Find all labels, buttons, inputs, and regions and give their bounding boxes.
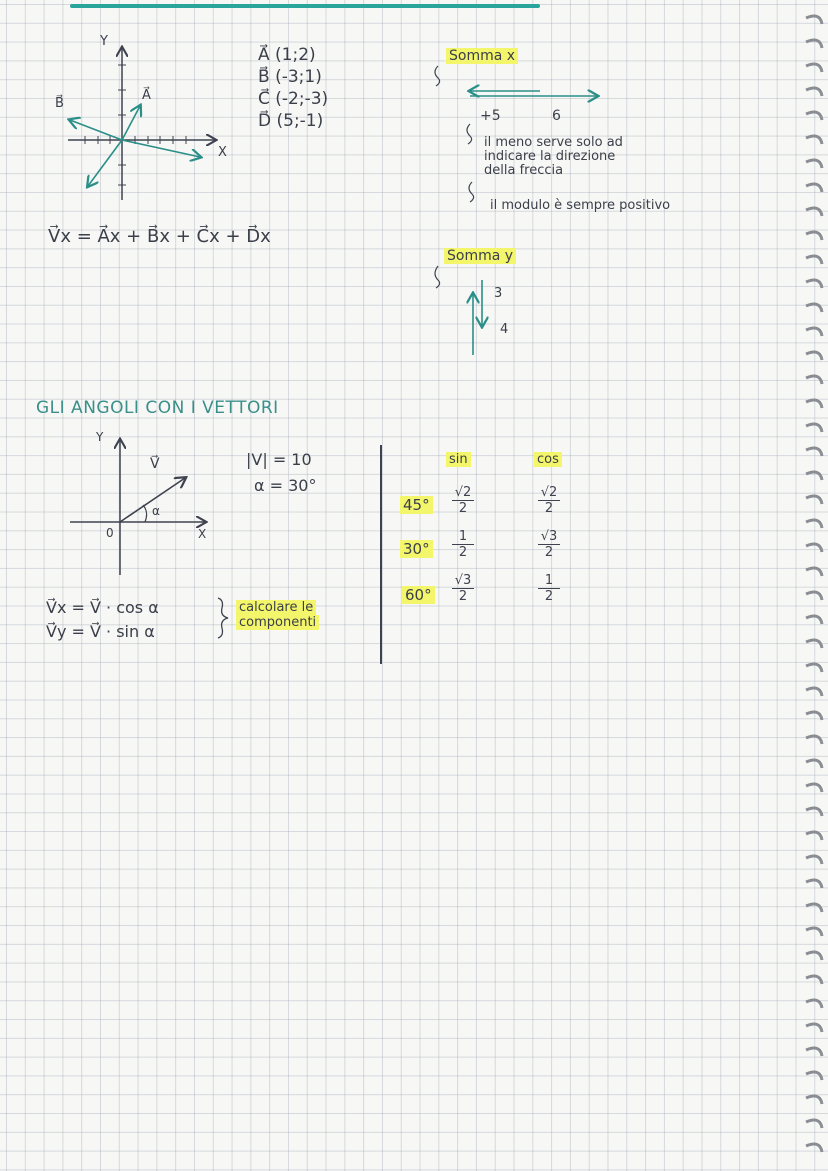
somma-x-val-a: +5 xyxy=(480,108,501,124)
table-header-sin: sin xyxy=(446,452,471,467)
sin-45-den: 2 xyxy=(458,501,468,516)
sin-45-num: √2 xyxy=(454,485,472,500)
graph2-y-label: Y xyxy=(96,430,104,444)
graph1-b-label: B⃗ xyxy=(55,96,64,111)
sin-30 xyxy=(452,530,474,559)
cos-60 xyxy=(538,574,560,603)
section-title: GLI ANGOLI CON I VETTORI xyxy=(36,398,279,418)
vector-list xyxy=(258,44,328,132)
somma-x-val-b: 6 xyxy=(552,108,561,124)
table-header-cos: cos xyxy=(534,452,562,467)
sin-30-num: 1 xyxy=(458,529,468,544)
brace xyxy=(218,598,228,638)
vector-d xyxy=(122,140,200,157)
sin-60-den: 2 xyxy=(458,589,468,604)
graph2-angle-label: α xyxy=(152,504,160,518)
given-modulus: |V| = 10 xyxy=(246,450,312,469)
graph1-a-label: A⃗ xyxy=(142,88,151,103)
components-note-2: componenti xyxy=(236,615,319,630)
graph1-x-label: X xyxy=(218,145,227,160)
sin-30-den: 2 xyxy=(458,545,468,560)
angle-60: 60° xyxy=(402,586,435,604)
somma-y-title: Somma y xyxy=(444,248,516,264)
cos-45-den: 2 xyxy=(544,501,554,516)
note-line-2: indicare la direzione xyxy=(484,149,616,164)
given-angle: α = 30° xyxy=(254,476,317,495)
angle-arc xyxy=(143,505,147,522)
sin-45 xyxy=(452,486,474,515)
graph2-x-label: X xyxy=(198,527,207,541)
angle-45: 45° xyxy=(400,496,433,514)
vector-a-coords: A⃗ (1;2) xyxy=(258,45,316,65)
cos-45 xyxy=(538,486,560,515)
cos-60-den: 2 xyxy=(544,589,554,604)
cos-30-den: 2 xyxy=(544,545,554,560)
graph2-vector-label: V⃗ xyxy=(150,456,160,472)
sin-60 xyxy=(452,574,474,603)
vector-b xyxy=(70,120,122,140)
angle-30: 30° xyxy=(400,540,433,558)
vector-b-coords: B⃗ (-3;1) xyxy=(258,67,322,87)
somma-x-title: Somma x xyxy=(446,48,518,64)
cos-60-num: 1 xyxy=(544,573,554,588)
somma-x-note-4: il modulo è sempre positivo xyxy=(490,198,671,213)
cos-45-num: √2 xyxy=(540,485,558,500)
graph2-origin: 0 xyxy=(106,526,114,540)
note-line-1: il meno serve solo ad xyxy=(484,135,623,150)
vector-c xyxy=(88,140,122,186)
vector-d-coords: D⃗ (5;-1) xyxy=(258,111,324,131)
sin-60-num: √3 xyxy=(454,573,472,588)
vector-a xyxy=(122,106,140,140)
spiral-binding xyxy=(806,16,822,1152)
cos-30 xyxy=(538,530,560,559)
note-line-3: della freccia xyxy=(484,163,564,178)
sum-formula: V⃗x = A⃗x + B⃗x + C⃗x + D⃗x xyxy=(48,226,271,247)
components-note-1: calcolare le xyxy=(236,600,316,615)
component-vy: V⃗y = V⃗ · sin α xyxy=(46,622,155,641)
component-vx: V⃗x = V⃗ · cos α xyxy=(46,598,159,617)
somma-y-val-b: 4 xyxy=(500,322,509,337)
components-note xyxy=(236,600,319,630)
cos-30-num: √3 xyxy=(540,529,558,544)
graph1-y-label: Y xyxy=(100,34,108,49)
vector-c-coords: C⃗ (-2;-3) xyxy=(258,89,329,109)
somma-y-val-a: 3 xyxy=(494,286,503,301)
somma-x-note xyxy=(484,136,623,178)
